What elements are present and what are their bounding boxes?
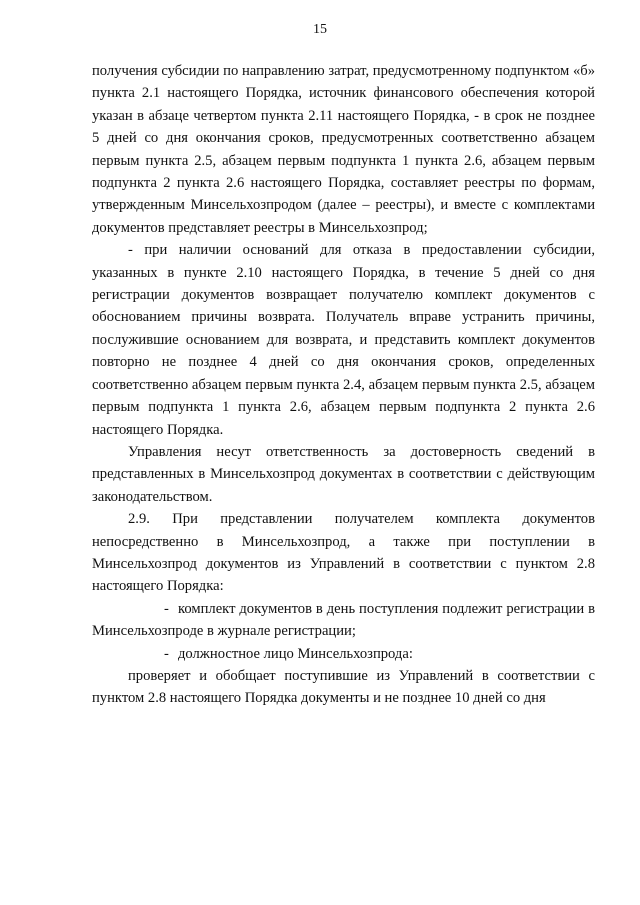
paragraph-1: получения субсидии по направлению затрат, предусмотренному подпунктом «б» пункта 2.1 настоящего Порядка, источник финансового обеспечения которой указан в абзаце четвертом пункта 2.11 настоящего Порядка, - в срок не позднее 5 дней со дня окончания сроков, предусмотренных соответственно абзацем первым пункта 2.5, абзацем первым подпункта 1 пункта 2.6, абзацем первым подпункта 2 пункта 2.6 настоящего Порядка, составляет реестры по формам, утвержденным Минсельхозпродом (далее – реестры), и вместе с комплектами документов представляет реестры в Минсельхозпрод;	[92, 63, 595, 236]
paragraph-2: - при наличии оснований для отказа в предоставлении субсидии, указанных в пункте 2.10 настоящего Порядка, в течение 5 дней со дня регистрации документов возвращает получателю комплект документов с обоснованием причины возврата. Получатель вправе устранить причины, послужившие основанием для возврата, и представить комплект документов повторно не позднее 4 дней со дня окончания сроков, определенных соответственно абзацем первым пункта 2.4, абзацем первым пункта 2.5, абзацем первым подпункта 1 пункта 2.6, абзацем первым подпункта 2 пункта 2.6 настоящего Порядка.	[92, 242, 595, 438]
document-body	[92, 60, 595, 710]
bullet-item-1-text: комплект документов в день поступления подлежит регистрации в Минсельхозпроде в журнале регистрации;	[92, 600, 595, 640]
page-number: 15	[313, 22, 327, 37]
paragraph-4: 2.9. При представлении получателем комплекта документов непосредственно в Минсельхозпрод, а также при поступлении в Минсельхозпрод документов из Управлений в соответствии с пунктом 2.8 настоящего Порядка:	[92, 511, 595, 595]
paragraph-7: проверяет и обобщает поступившие из Управлений в соответствии с пунктом 2.8 настоящего Порядка документы и не позднее 10 дней со дня	[92, 667, 595, 707]
bullet-item-2-text: должностное лицо Минсельхозпрода:	[178, 645, 413, 662]
paragraph-3: Управления несут ответственность за достоверность сведений в представленных в Минсельхозпрод документах в соответствии с действующим законодательством.	[92, 443, 595, 505]
bullet-item-2	[92, 643, 595, 665]
bullet-item-1	[92, 598, 595, 643]
bullet-dash: -	[164, 600, 169, 617]
bullet-dash: -	[164, 645, 169, 662]
